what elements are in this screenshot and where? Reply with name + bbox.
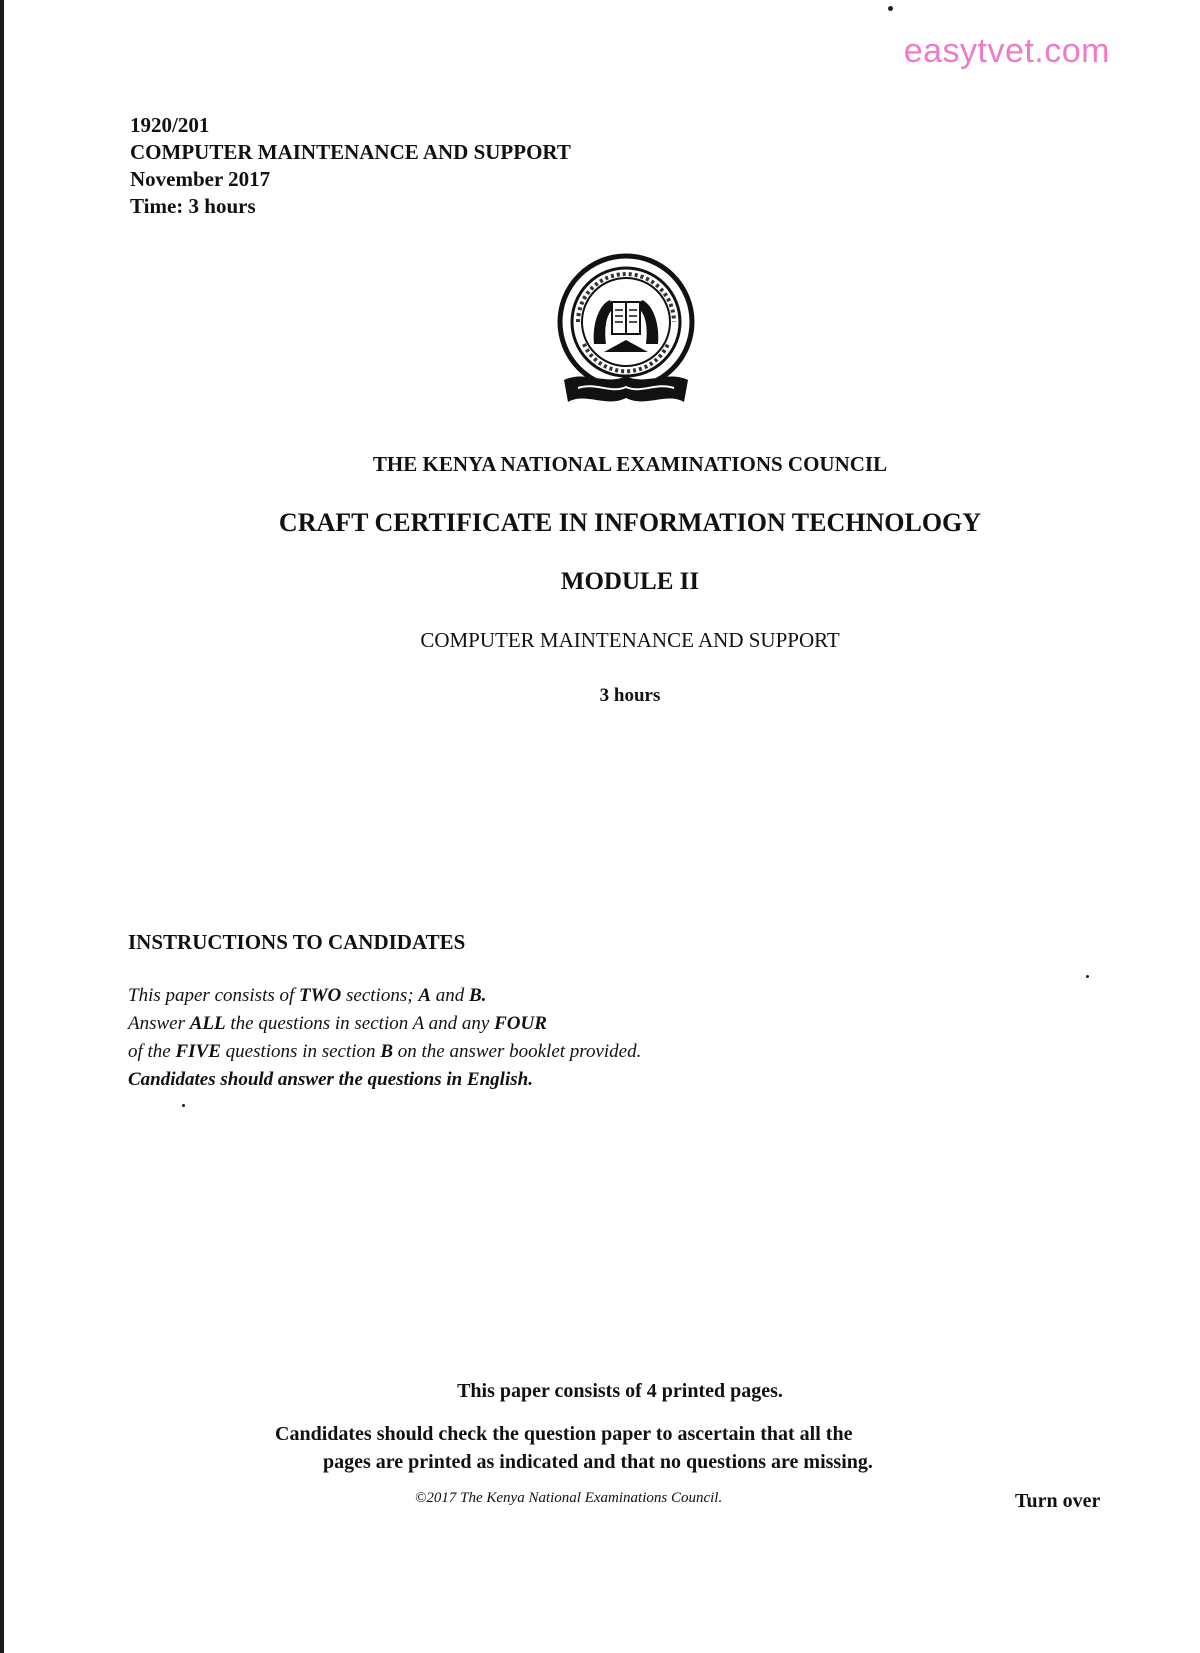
instruction-text: and any [423, 1013, 495, 1034]
coat-of-arms-seal-icon [556, 252, 696, 412]
council-name: THE KENYA NATIONAL EXAMINATIONS COUNCIL [372, 452, 888, 476]
instruction-text: A [412, 1013, 424, 1034]
paper-subject: COMPUTER MAINTENANCE AND SUPPORT [130, 140, 571, 164]
copyright-notice: ©2017 The Kenya National Examinations Council. [415, 1490, 723, 1506]
instruction-emphasis: ALL [189, 1013, 226, 1034]
scan-speck [1086, 975, 1089, 978]
instruction-emphasis: A [418, 985, 431, 1006]
paper-header [130, 112, 571, 220]
instructions-heading: INSTRUCTIONS TO CANDIDATES [128, 930, 466, 954]
instruction-text: the questions in section [225, 1013, 413, 1034]
duration: 3 hours [599, 685, 661, 706]
subject-title: COMPUTER MAINTENANCE AND SUPPORT [420, 628, 840, 652]
instruction-emphasis: B. [469, 985, 487, 1006]
instruction-text: questions in section [220, 1041, 381, 1062]
instruction-text: and [431, 985, 469, 1006]
scan-speck [888, 6, 893, 11]
instruction-text: on the answer booklet provided. [393, 1041, 642, 1062]
instruction-line [128, 982, 641, 1010]
scan-speck [182, 1104, 185, 1107]
instruction-emphasis: FIVE [175, 1041, 221, 1062]
paper-code: 1920/201 [130, 113, 210, 137]
instruction-emphasis: TWO [299, 985, 342, 1006]
instruction-text: of the [128, 1041, 176, 1062]
module-title: MODULE II [560, 568, 700, 595]
instruction-text: Answer [128, 1013, 190, 1034]
instruction-line [128, 1038, 641, 1066]
instruction-text: This paper consists of [128, 985, 300, 1006]
instruction-line: Candidates should answer the questions in English. [128, 1069, 533, 1090]
instruction-emphasis: B [380, 1041, 393, 1062]
instruction-emphasis: FOUR [494, 1013, 547, 1034]
check-notice [275, 1420, 873, 1476]
instructions-list [128, 982, 641, 1094]
watermark: easytvet.com [903, 32, 1110, 70]
paper-time: Time: 3 hours [130, 194, 256, 218]
check-notice-line: Candidates should check the question paper to ascertain that all the [275, 1423, 853, 1445]
paper-date: November 2017 [130, 167, 271, 191]
printed-pages-note: This paper consists of 4 printed pages. [457, 1380, 783, 1402]
scan-left-edge [0, 0, 4, 1653]
instruction-line [128, 1010, 641, 1038]
check-notice-line: pages are printed as indicated and that no questions are missing. [323, 1451, 873, 1473]
turn-over-note: Turn over [1015, 1490, 1101, 1512]
instruction-text: sections; [341, 985, 419, 1006]
certificate-title: CRAFT CERTIFICATE IN INFORMATION TECHNOLOGY [278, 508, 982, 537]
